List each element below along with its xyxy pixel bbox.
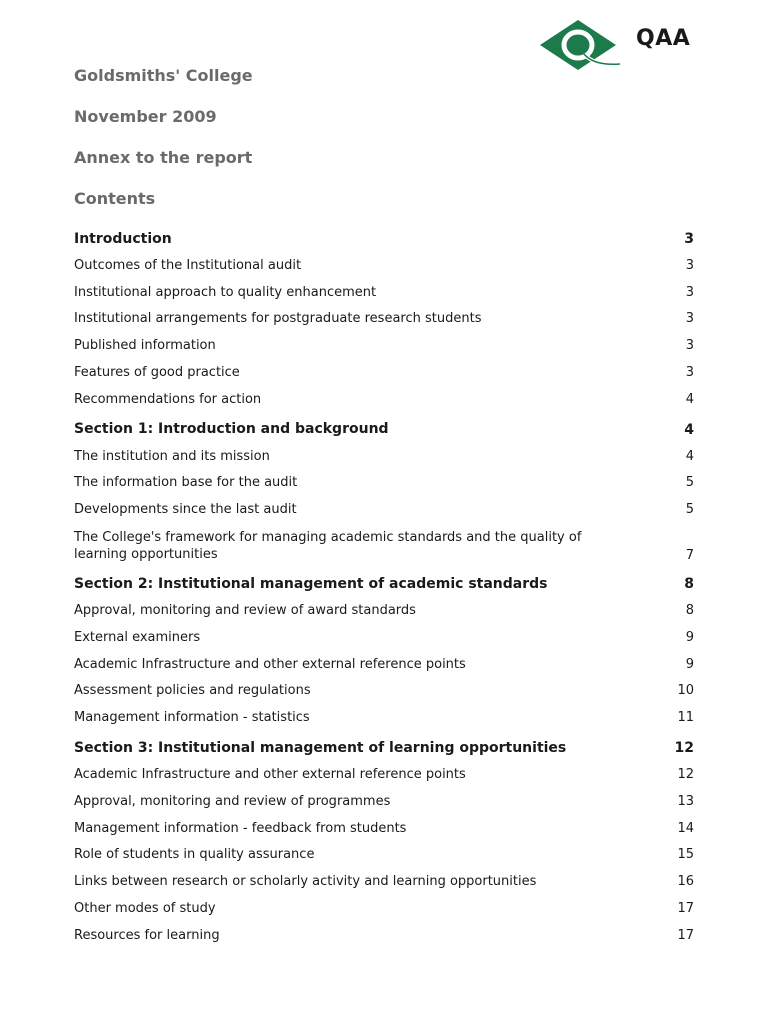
toc-page-number: 9 bbox=[685, 629, 694, 645]
toc-label: Approval, monitoring and review of award standards bbox=[74, 603, 416, 619]
toc-label: Institutional approach to quality enhancement bbox=[74, 284, 377, 300]
toc-page-number: 4 bbox=[685, 391, 694, 407]
toc-label: Institutional arrangements for postgraduate research students bbox=[74, 311, 482, 327]
toc-entry-row bbox=[74, 279, 694, 306]
toc-entry-row bbox=[74, 761, 694, 788]
toc-label: Links between research or scholarly activity and learning opportunities bbox=[74, 874, 537, 890]
toc-entry-row bbox=[74, 624, 694, 651]
toc-page-number: 3 bbox=[684, 231, 694, 247]
toc-page-number: 8 bbox=[685, 603, 694, 619]
toc-entry-row bbox=[74, 815, 694, 842]
contents-heading: Contents bbox=[74, 189, 156, 208]
toc-label: Introduction bbox=[74, 230, 172, 247]
toc-entry-row bbox=[74, 470, 694, 497]
toc-label: The institution and its mission bbox=[74, 448, 270, 464]
toc-entry-row bbox=[74, 306, 694, 333]
toc-page-number: 10 bbox=[677, 683, 694, 699]
toc-section-row bbox=[74, 735, 694, 761]
toc-page-number: 13 bbox=[677, 793, 694, 809]
toc-page-number: 3 bbox=[685, 365, 694, 381]
toc-entry-row bbox=[74, 252, 694, 279]
toc-page-number: 16 bbox=[677, 874, 694, 890]
toc-entry-row bbox=[74, 386, 694, 413]
qaa-logo bbox=[538, 18, 698, 72]
toc-page-number: 5 bbox=[685, 502, 694, 518]
toc-label: Assessment policies and regulations bbox=[74, 683, 311, 699]
toc-entry-row bbox=[74, 443, 694, 470]
report-date: November 2009 bbox=[74, 107, 217, 126]
toc-page-number: 3 bbox=[685, 257, 694, 273]
toc-page-number: 5 bbox=[685, 475, 694, 491]
toc-label: Outcomes of the Institutional audit bbox=[74, 257, 302, 273]
toc-label: Other modes of study bbox=[74, 901, 216, 917]
toc-page-number: 3 bbox=[685, 284, 694, 300]
toc-section-row bbox=[74, 226, 694, 252]
toc-page-number: 11 bbox=[677, 710, 694, 726]
toc-page-number: 9 bbox=[685, 656, 694, 672]
toc-page-number: 3 bbox=[685, 311, 694, 327]
institution-name: Goldsmiths' College bbox=[74, 66, 253, 85]
toc-label: Resources for learning bbox=[74, 927, 220, 943]
toc-page-number: 14 bbox=[677, 820, 694, 836]
toc-label: Management information - statistics bbox=[74, 710, 310, 726]
toc-page-number: 4 bbox=[684, 421, 694, 438]
toc-page-number: 12 bbox=[677, 767, 694, 783]
toc-label: Approval, monitoring and review of programmes bbox=[74, 793, 391, 809]
qaa-logo-text: QAA bbox=[636, 26, 691, 51]
toc-page-number: 15 bbox=[677, 847, 694, 863]
toc-label: External examiners bbox=[74, 629, 201, 645]
toc-entry-row bbox=[74, 678, 694, 705]
toc-label: Developments since the last audit bbox=[74, 502, 297, 518]
toc-entry-row bbox=[74, 868, 694, 895]
toc-label: Management information - feedback from students bbox=[74, 820, 407, 836]
toc-page-number: 17 bbox=[677, 927, 694, 943]
toc-label: Academic Infrastructure and other external reference points bbox=[74, 767, 466, 783]
toc-entry-row bbox=[74, 651, 694, 678]
toc-page-number: 7 bbox=[685, 548, 694, 564]
toc-entry-row bbox=[74, 922, 694, 949]
toc-section-row bbox=[74, 571, 694, 597]
toc-page-number: 3 bbox=[685, 338, 694, 354]
table-of-contents bbox=[74, 226, 694, 949]
toc-page-number: 12 bbox=[674, 740, 694, 757]
toc-label: Academic Infrastructure and other external reference points bbox=[74, 656, 466, 672]
toc-section-row bbox=[74, 417, 694, 443]
qaa-diamond-icon bbox=[538, 18, 628, 72]
toc-entry-row bbox=[74, 359, 694, 386]
toc-label: Section 3: Institutional management of learning opportunities bbox=[74, 739, 567, 756]
toc-label: The College's framework for managing academic standards and the quality of learning opportunities bbox=[74, 530, 582, 563]
toc-entry-row bbox=[74, 496, 694, 523]
toc-entry-row bbox=[74, 332, 694, 359]
toc-entry-row bbox=[74, 842, 694, 869]
toc-label: Recommendations for action bbox=[74, 391, 262, 407]
toc-entry-row bbox=[74, 597, 694, 624]
toc-label: Role of students in quality assurance bbox=[74, 847, 315, 863]
toc-entry-row bbox=[74, 788, 694, 815]
toc-entry-row bbox=[74, 523, 694, 567]
toc-label: Section 1: Introduction and background bbox=[74, 421, 389, 438]
toc-entry-row bbox=[74, 895, 694, 922]
toc-label: Published information bbox=[74, 338, 216, 354]
toc-page-number: 4 bbox=[685, 448, 694, 464]
toc-label: Section 2: Institutional management of academic standards bbox=[74, 575, 548, 592]
toc-label: Features of good practice bbox=[74, 365, 240, 381]
report-subtitle: Annex to the report bbox=[74, 148, 253, 167]
toc-page-number: 8 bbox=[684, 576, 694, 593]
toc-page-number: 17 bbox=[677, 901, 694, 917]
toc-entry-row bbox=[74, 704, 694, 731]
toc-label: The information base for the audit bbox=[74, 475, 298, 491]
